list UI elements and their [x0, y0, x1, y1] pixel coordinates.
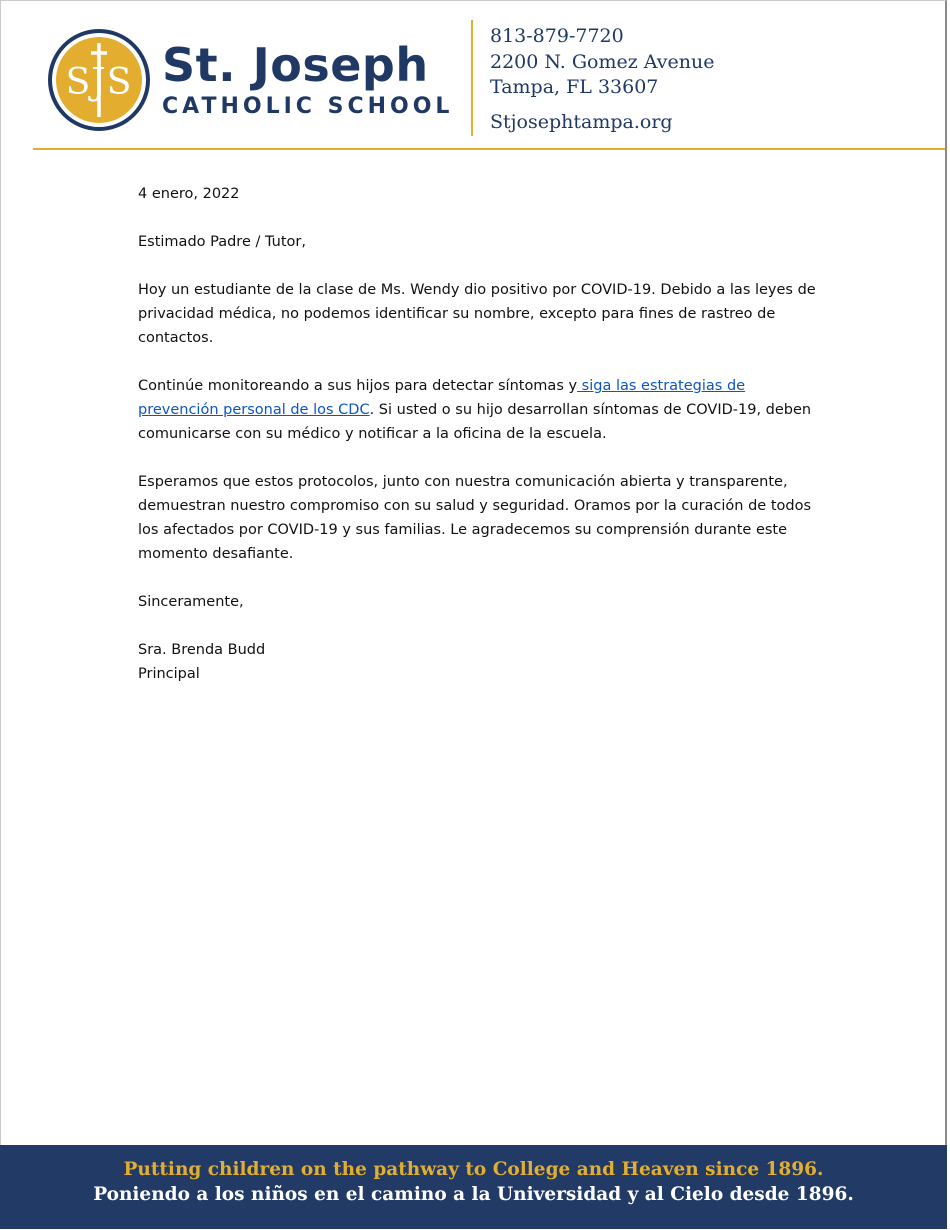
seal-monogram: SJS: [65, 62, 133, 103]
letter-closing: Sinceramente,: [138, 594, 244, 610]
contact-address-line2: Tampa, FL 33607: [490, 76, 659, 98]
footer-tagline-english: Putting children on the pathway to College and Heaven since 1896.: [123, 1159, 824, 1180]
school-seal-logo: [48, 29, 150, 131]
contact-block: [490, 24, 714, 135]
contact-address-line1: 2200 N. Gomez Avenue: [490, 50, 715, 73]
footer-banner: [0, 1145, 947, 1229]
contact-phone: 813-879-7720: [490, 25, 624, 47]
paragraph-2-text-end: . Si usted o su hijo desarrollan síntomas de COVID-19, deben comunicarse con su médico y notificar a la oficina de la escuela.: [138, 402, 812, 442]
header-horizontal-rule: [33, 148, 945, 150]
letter-paragraph-3: Esperamos que estos protocolos, junto con nuestra comunicación abierta y transparente, demuestran nuestro compromiso con su salud y seguridad. Oramos por la curación de todos los afectados por COVID-19 y sus familias. Le agradecemos su comprensión durante este momento desafiante.: [138, 474, 812, 562]
footer-tagline-spanish: Poniendo a los niños en el camino a la Universidad y al Cielo desde 1896.: [93, 1184, 854, 1205]
header-vertical-divider: [471, 20, 473, 136]
letter-date: 4 enero, 2022: [138, 186, 240, 202]
paragraph-2-text-start: Continúe monitoreando a sus hijos para detectar síntomas y: [138, 378, 578, 394]
contact-website: Stjosephtampa.org: [490, 110, 673, 133]
cdc-prevention-link[interactable]: siga las estrategias de prevención personal de los CDC: [138, 378, 746, 418]
letter-salutation: Estimado Padre / Tutor,: [138, 234, 306, 250]
letter-body: [138, 182, 818, 686]
signer-title: Principal: [138, 666, 200, 682]
letter-paragraph-2: [138, 374, 818, 446]
school-name: St. Joseph: [162, 38, 429, 92]
school-subtitle: CATHOLIC SCHOOL: [162, 94, 454, 119]
letter-paragraph-1: Hoy un estudiante de la clase de Ms. Wendy dio positivo por COVID-19. Debido a las leyes de privacidad médica, no podemos identificar su nombre, excepto para fines de rastreo de contactos.: [138, 282, 816, 346]
signer-name: Sra. Brenda Budd: [138, 642, 266, 658]
school-wordmark: [162, 38, 453, 120]
